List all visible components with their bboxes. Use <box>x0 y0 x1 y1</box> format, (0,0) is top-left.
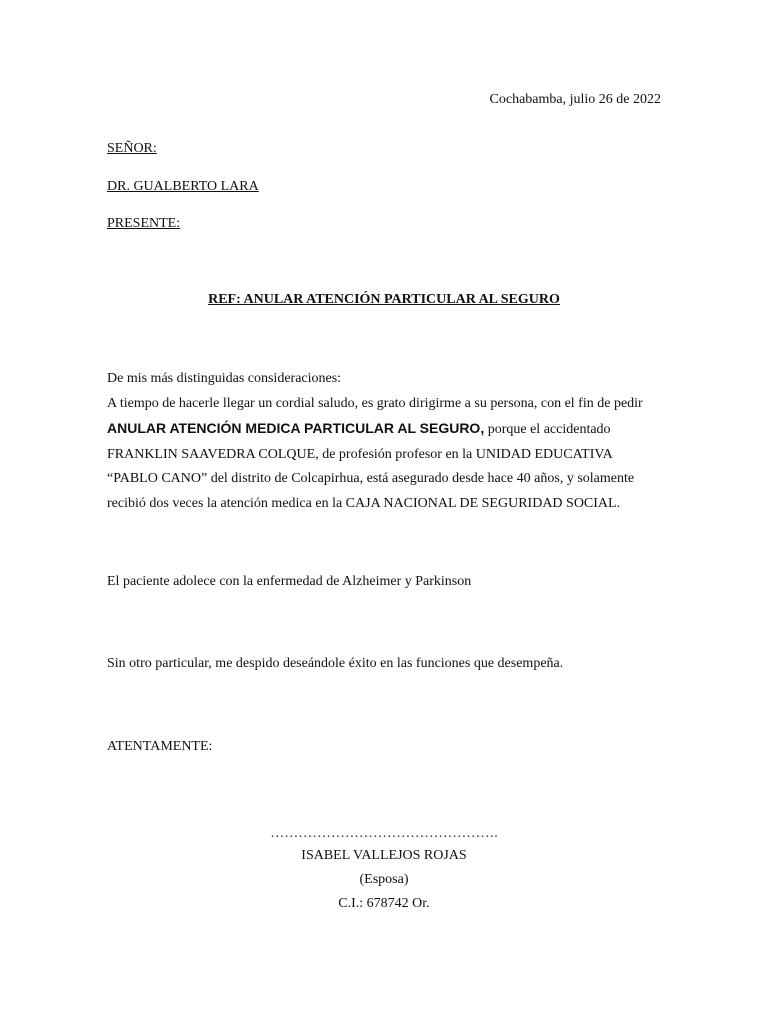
letter-date: Cochabamba, julio 26 de 2022 <box>489 92 661 107</box>
letter-body <box>107 367 667 516</box>
body-line: FRANKLIN SAAVEDRA COLQUE, de profesión profesor en la UNIDAD EDUCATIVA <box>107 446 613 462</box>
body-line: recibió dos veces la atención medica en la CAJA NACIONAL DE SEGURIDAD SOCIAL. <box>107 495 621 511</box>
body-line: A tiempo de hacerle llegar un cordial saludo, es grato dirigirme a su persona, con el fin de pedir <box>107 395 643 411</box>
body-greeting: De mis más distinguidas consideraciones: <box>107 371 342 386</box>
recipient-salutation: SEÑOR: <box>107 141 157 156</box>
recipient-presente: PRESENTE: <box>107 216 181 231</box>
body-line <box>107 416 667 443</box>
signature-line: …………………………………………. <box>270 826 498 841</box>
body-paragraph-farewell: Sin otro particular, me despido deseándole éxito en las funciones que desempeña. <box>107 656 564 671</box>
reference-line: REF: ANULAR ATENCIÓN PARTICULAR AL SEGURO <box>208 292 560 307</box>
body-paragraph-condition: El paciente adolece con la enfermedad de Alzheimer y Parkinson <box>107 574 472 589</box>
signer-role: (Esposa) <box>359 872 409 887</box>
body-line-rest: porque el accidentado <box>484 422 611 437</box>
closing-atentamente: ATENTAMENTE: <box>107 739 213 754</box>
signer-ci: C.I.: 678742 Or. <box>338 896 430 911</box>
body-line: “PABLO CANO” del distrito de Colcapirhua, está asegurado desde hace 40 años, y solamente <box>107 471 635 486</box>
body-request-emphasis: ANULAR ATENCIÓN MEDICA PARTICULAR AL SEGURO, <box>107 420 485 436</box>
signer-name: ISABEL VALLEJOS ROJAS <box>301 848 467 863</box>
recipient-name: DR. GUALBERTO LARA <box>107 179 259 194</box>
